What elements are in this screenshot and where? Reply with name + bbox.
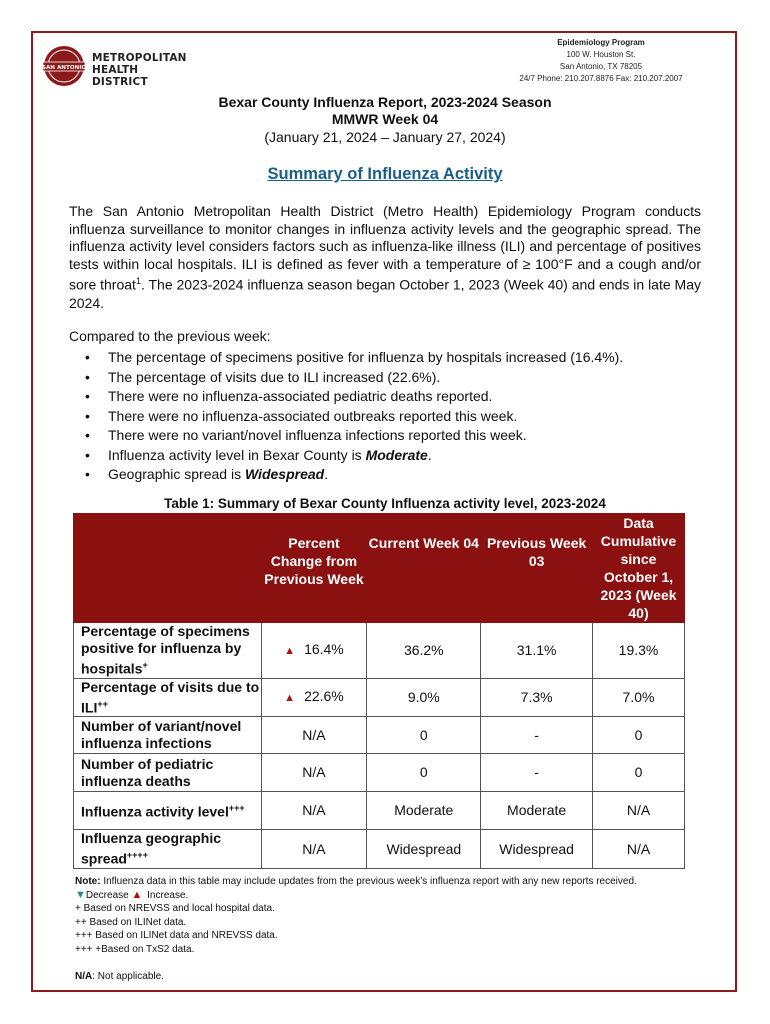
summary-title: Summary of Influenza Activity [267, 165, 503, 183]
legend-increase: Increase. [147, 889, 189, 901]
header-current-week-text: Current Week 04 [368, 535, 479, 551]
bullet-item: • The percentage of specimens positive for influenza by hospitals increased (16.4%). [69, 348, 623, 368]
cell-current: 0 [367, 717, 481, 754]
report-week: MMWR Week 04 [331, 111, 439, 127]
bullet-item-spread [69, 465, 623, 485]
row-label [74, 678, 262, 717]
spread-suffix: . [324, 466, 329, 482]
cell-change: N/A [261, 830, 367, 869]
row-label: Number of pediatric influenza deaths [74, 754, 262, 792]
header-previous-week [481, 514, 593, 623]
table-row [74, 717, 685, 754]
activity-value: Moderate [365, 446, 428, 463]
row-label-text: Percentage of specimens positive for influenza by hospitals [81, 623, 250, 677]
cell-cumulative: N/A [593, 830, 685, 869]
row-label-text: Influenza activity level [81, 804, 229, 821]
activity-suffix: . [427, 446, 432, 463]
bullet-item-activity [69, 446, 623, 466]
decrease-triangle-icon: ▼ [75, 888, 86, 901]
activity-prefix: Influenza activity level in Bexar County is [108, 446, 366, 463]
logo-name-line1: METROPOLITAN [92, 52, 187, 64]
bullet-list [69, 348, 623, 485]
header-previous-week-text: Previous Week 03 [486, 535, 587, 569]
intro-text-part2: . The 2023-2024 influenza season began October 1, 2023 (Week 40) and ends in late May 2024. [69, 277, 701, 311]
legend-line [75, 889, 637, 903]
bullet-item: • The percentage of visits due to ILI increased (22.6%). [69, 368, 623, 388]
row-label [74, 792, 262, 830]
header-cumulative [593, 514, 685, 623]
cell-cumulative: 0 [593, 717, 685, 754]
row-label [74, 623, 262, 679]
increase-triangle-icon: ▲ [131, 888, 143, 901]
footnote-1: + Based on NREVSS and local hospital data. [75, 903, 275, 914]
cell-cumulative: 7.0% [593, 678, 685, 717]
cell-change: N/A [261, 754, 367, 792]
footnote-4: +++ +Based on TxS2 data. [75, 943, 195, 955]
metro-health-logo [42, 44, 187, 88]
header-percent-change [261, 514, 367, 623]
table-notes [75, 875, 637, 984]
contact-block [470, 37, 732, 85]
table-row [74, 623, 685, 679]
cell-previous: Moderate [481, 792, 593, 830]
cell-previous: 31.1% [481, 623, 593, 679]
spread-value: Widespread [244, 466, 325, 482]
intro-paragraph [69, 203, 701, 312]
header-cumulative-text: Data Cumulative since October 1, 2023 (Week 40) [600, 515, 677, 621]
na-line [75, 970, 637, 984]
cell-current: Widespread [367, 830, 481, 869]
footnote-marker: 1 [135, 276, 141, 287]
table-row [74, 830, 685, 869]
row-label: Number of variant/novel influenza infections [74, 717, 262, 754]
header-percent-change-text: Percent Change from Previous Week [264, 535, 364, 587]
cell-previous: Widespread [481, 830, 593, 869]
row-label-sup: + [142, 660, 148, 670]
increase-triangle-icon: ▲ [284, 691, 296, 704]
cell-current: Moderate [367, 792, 481, 830]
header-current-week [367, 514, 481, 623]
compared-label: Compared to the previous week: [69, 328, 271, 344]
city-seal-icon [42, 44, 86, 88]
logo-name-line2: HEALTH DISTRICT [92, 64, 148, 88]
na-label: N/A [75, 971, 93, 982]
row-label [74, 830, 262, 869]
cell-change: N/A [261, 792, 367, 830]
report-title: Bexar County Influenza Report, 2023-2024 Season [218, 94, 552, 110]
table-row [74, 792, 685, 830]
spread-prefix: Geographic spread is [108, 466, 245, 482]
table-row [74, 754, 685, 792]
note-line [75, 875, 637, 889]
influenza-summary-table [73, 513, 685, 869]
cell-change [261, 623, 367, 679]
row-label-text: Percentage of visits due to ILI [81, 678, 260, 716]
row-label-sup: +++ [228, 803, 245, 814]
note-label: Note: [75, 876, 101, 887]
bullet-item: • There were no variant/novel influenza infections reported this week. [69, 426, 623, 446]
cell-cumulative: N/A [593, 792, 685, 830]
intro-text-part1: The San Antonio Metropolitan Health District (Metro Health) Epidemiology Program conducts influenza surveillance to monitor changes in influenza activity levels and the geographic spread. The influenza activity level considers factors such as influenza-like illness (ILI) and percentage of positives tests within local hospitals. ILI is defined as fever with a temperature of ≥ 100°F and a cough and/or sore throat [69, 203, 701, 294]
cell-cumulative: 19.3% [593, 623, 685, 679]
footnote-3: +++ Based on ILINet data and NREVSS data. [75, 930, 278, 941]
row-label-text: Influenza geographic spread [81, 830, 222, 867]
cell-change: N/A [261, 717, 367, 754]
report-dates: (January 21, 2024 – January 27, 2024) [264, 129, 506, 145]
header-blank [74, 514, 262, 623]
legend-decrease: Decrease [85, 889, 129, 901]
cell-cumulative: 0 [593, 754, 685, 792]
cell-previous: - [481, 754, 593, 792]
na-text: : Not applicable. [92, 971, 164, 982]
row-label-sup: ++ [97, 698, 108, 709]
cell-previous: - [481, 717, 593, 754]
cell-change [261, 678, 367, 717]
cell-current: 0 [367, 754, 481, 792]
increase-triangle-icon: ▲ [284, 644, 296, 657]
program-name: Epidemiology Program [557, 38, 645, 47]
table-title: Table 1: Summary of Bexar County Influenza activity level, 2023-2024 [164, 496, 606, 511]
cell-change-value: 16.4% [304, 640, 344, 657]
bullet-item: • There were no influenza-associated pediatric deaths reported. [69, 387, 623, 407]
cell-change-value: 22.6% [304, 687, 344, 704]
bullet-item: • There were no influenza-associated outbreaks reported this week. [69, 407, 623, 427]
city-address: San Antonio, TX 78205 [559, 62, 643, 71]
phone-fax: 24/7 Phone: 210.207.8876 Fax: 210.207.2007 [519, 74, 683, 83]
note-text: Influenza data in this table may include updates from the previous week’s influenza report with any new reports received. [100, 876, 637, 887]
row-label-sup: ++++ [126, 850, 148, 861]
street-address: 100 W. Houston St. [566, 50, 636, 59]
table-row [74, 678, 685, 717]
cell-current: 9.0% [367, 678, 481, 717]
cell-previous: 7.3% [481, 678, 593, 717]
footnote-2: ++ Based on ILINet data. [75, 916, 187, 928]
cell-current: 36.2% [367, 623, 481, 679]
seal-text: SAN ANTONIO [42, 65, 86, 71]
